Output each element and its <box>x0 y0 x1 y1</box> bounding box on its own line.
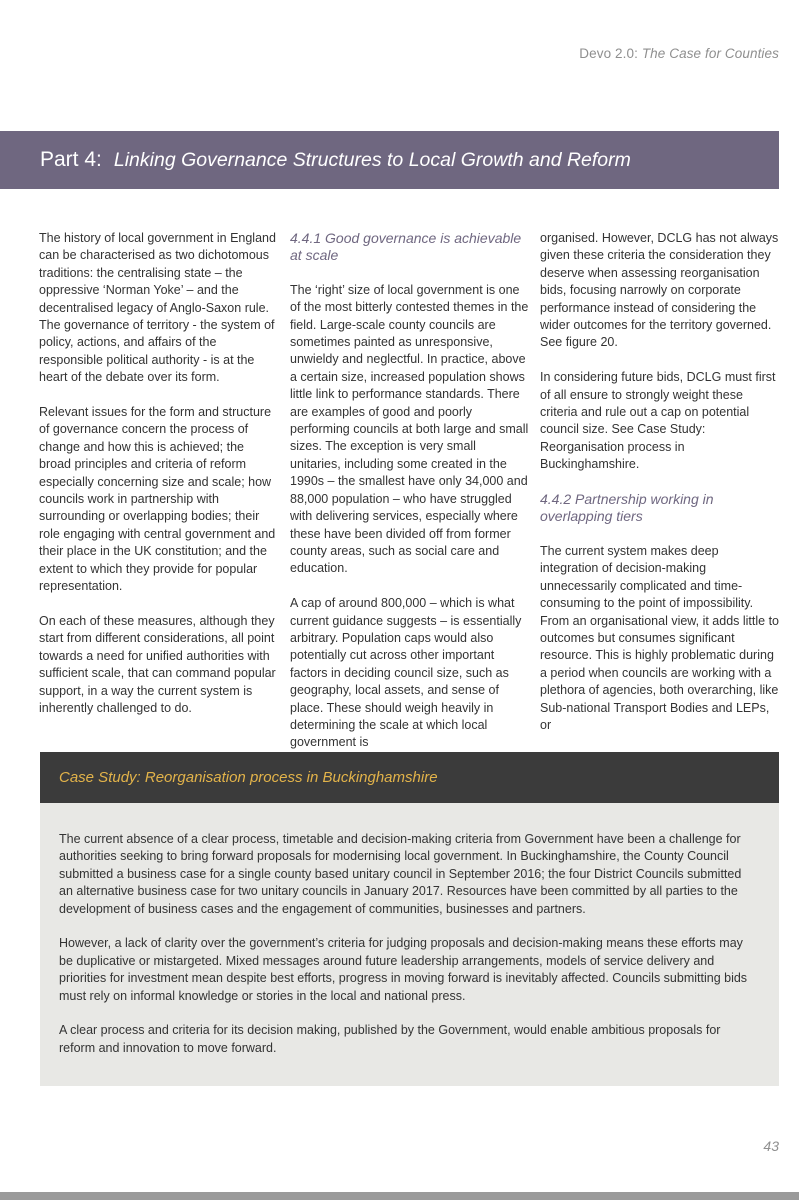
column-1 <box>39 230 279 735</box>
section-heading-4-4-1: 4.4.1 Good governance is achievable at scale <box>290 230 522 264</box>
column-3 <box>540 230 780 752</box>
paragraph: The current system makes deep integration of decision-making unnecessarily complicated and time-consuming to the point of impossibility. From an organisational view, it adds little to outcomes but consumes significant resource. This is highly problematic during a period when councils are working with a plethora of agencies, both overarching, like Sub-national Transport Bodies and LEPs, or <box>540 543 780 732</box>
paragraph: organised. However, DCLG has not always given these criteria the consideration they deserve when assessing reorganisation bids, focusing narrowly on corporate performance instead of considering the wider outcomes for the territory governed. See figure 20. <box>540 231 779 350</box>
paragraph: Relevant issues for the form and structure of governance concern the process of change and how this is achieved; the broad principles and criteria of reform especially concerning size and scale; how councils work in partnership with surrounding or overlapping bodies; their role engaging with central government and their place in the UK constitution; and the extent to which they provide for popular representation. <box>39 405 276 594</box>
footer-bar <box>0 1192 799 1200</box>
case-study-paragraph: The current absence of a clear process, timetable and decision-making criteria from Government have been a challenge for authorities seeking to bring forward proposals for modernising local government. In Buckinghamshire, the County Council submitted a business case for a single county based unitary council in September 2016; the four District Councils submitted an alternative business case for two unitary councils in January 2017. Resources have been committed by all parties to the development of business cases and the engagement of communities, businesses and partners. <box>59 832 742 916</box>
part-number: Part 4: <box>40 148 102 171</box>
running-head <box>579 46 779 61</box>
case-study-header <box>40 752 779 803</box>
case-study-paragraph: A clear process and criteria for its decision making, published by the Government, would enable ambitious proposals for reform and innovation to move forward. <box>59 1023 721 1055</box>
running-head-prefix: Devo 2.0: <box>579 46 642 61</box>
part-title: Linking Governance Structures to Local Growth and Reform <box>113 148 631 171</box>
column-2 <box>290 230 530 769</box>
paragraph: The history of local government in England can be characterised as two dichotomous traditions: the centralising state – the oppressive ‘Norman Yoke’ – and the decentralised legacy of Anglo-Saxon rule. The governance of territory - the system of policy, actions, and affairs of the responsible political authority - is at the heart of the debate over its form. <box>39 231 276 385</box>
paragraph: On each of these measures, although they start from different considerations, all point towards a need for unified authorities with sufficient scale, that can command popular support, in a way the current system is inherently challenged to do. <box>39 613 276 715</box>
case-study-title: Case Study: Reorganisation process in Buckinghamshire <box>59 769 438 786</box>
part-banner <box>0 131 779 189</box>
section-heading-4-4-2: 4.4.2 Partnership working in overlapping tiers <box>540 491 714 525</box>
case-study-paragraph: However, a lack of clarity over the government’s criteria for judging proposals and decision-making means these efforts may be duplicative or mistargeted. Mixed messages around future leadership arrangements, models of service delivery and priorities for investment mean despite best efforts, progress in moving forward is inevitably affected. Councils submitting bids must rely on informal knowledge or stories in the local and national press. <box>59 936 748 1003</box>
paragraph: In considering future bids, DCLG must first of all ensure to strongly weight these criteria and rule out a cap on potential council size. See Case Study: Reorganisation process in Buckinghamshire. <box>540 370 776 472</box>
page-number: 43 <box>763 1138 779 1154</box>
case-study-body <box>40 803 779 1086</box>
running-head-title: The Case for Counties <box>641 46 779 61</box>
paragraph: The ‘right’ size of local government is one of the most bitterly contested themes in the field. Large-scale county councils are sometimes painted as unresponsive, unwieldy and neglectful. In practice, above a certain size, increased population shows little link to performance standards. There are examples of good and poorly performing councils at both large and small sizes. The exception is very small unitaries, including some created in the 1990s – the smallest have only 34,000 and 88,000 population – who have struggled with delivering services, especially where these have been divided off from former county areas, such as social care and education. <box>290 282 529 576</box>
paragraph: A cap of around 800,000 – which is what current guidance suggests – is essentially arbitrary. Population caps would also potentially cut across other important factors in deciding council size, such as geography, local assets, and sense of place. These should weigh heavily in determining the scale at which local government is <box>290 596 522 750</box>
